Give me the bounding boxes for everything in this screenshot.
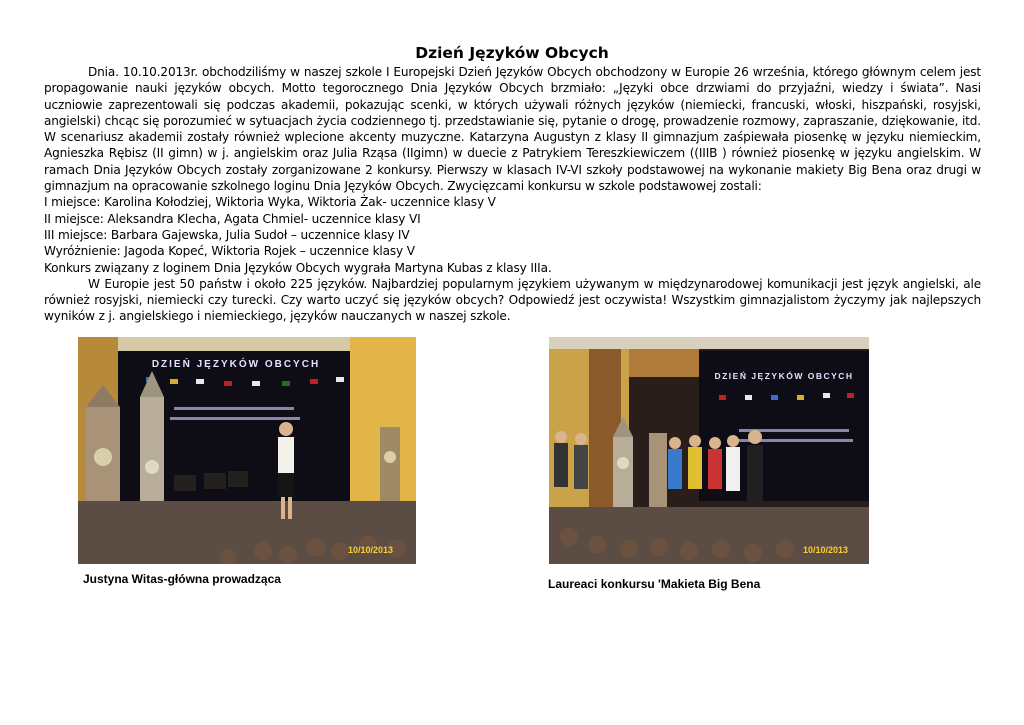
paragraph-closing: W Europie jest 50 państw i około 225 języków. Najbardziej popularnym językiem używanym w międzynarodowej komunikacji jest język angielski, ale również rosyjski, niemiecki czy turecki. Czy warto uczyć się języków obcych? Odpowiedź jest oczywista! Wszystkim gimnazjalistom życzymy jak najlepszych wyników z j. angielskiego i niemieckiego, języków nauczanych w naszej szkole. bbox=[44, 276, 981, 324]
document-title: Dzień Języków Obcych bbox=[415, 44, 609, 62]
banner-text: DZIEŃ JĘZYKÓW OBCYCH bbox=[151, 359, 321, 370]
paragraph-intro: Dnia. 10.10.2013r. obchodziliśmy w naszej szkole I Europejski Dzień Języków Obcych obchodzony w Europie 26 września, którego głównym celem jest propagowanie nauki języków obcych. Motto tegorocznego Dnia Języków Obcych brzmiało: „Języki obce drzwiami do przyjaźni, wiedzy i świata”. Nasi uczniowie zaprezentowali się podczas akademii, pokazując scenki, w których używali różnych języków (niemiecki, francuski, włoski, hiszpański, rosyjski, angielski) chcąc się porozumieć w sytuacjach życia codziennego tj. przedstawianie się, pytanie o drogę, prowadzenie rozmowy, zapraszanie, dziękowanie, itd. W scenariusz akademii zostały również wplecione akcenty muzyczne. Katarzyna Augustyn z klasy II gimnazjum zaśpiewała piosenkę w języku niemieckim, Agnieszka Rębisz (II gimn) w j. angielskim oraz Julia Rząsa (IIgimn) w duecie z Patrykiem Tereszkiewiczem ((IIIB ) również piosenkę w języku angielskim. W ramach Dnia Języków Obcych zostały zorganizowane 2 konkursy. Pierwszy w klasach IV-VI szkoły podstawowej na wykonanie makiety Big Bena oraz drugi w gimnazjum na opracowanie szkolnego loginu Dnia Języków Obcych. Zwycięzcami konkursu w szkole podstawowej zostali: bbox=[44, 65, 981, 194]
winner-line-4: Wyróżnienie: Jagoda Kopeć, Wiktoria Rojek – uczennice klasy V bbox=[44, 244, 415, 259]
photo-caption-1: Justyna Witas-główna prowadząca bbox=[83, 572, 281, 586]
photo-contest-winners bbox=[549, 337, 869, 564]
document-body bbox=[44, 64, 981, 325]
date-stamp: 10/10/2013 bbox=[348, 545, 394, 555]
banner-text: DZIEŃ JĘZYKÓW OBCYCH bbox=[714, 371, 854, 381]
photo-host-on-stage bbox=[78, 337, 416, 564]
winner-line-1: I miejsce: Karolina Kołodziej, Wiktoria Wyka, Wiktoria Żak- uczennice klasy V bbox=[44, 195, 496, 210]
winner-line-2: II miejsce: Aleksandra Klecha, Agata Chmiel- uczennice klasy VI bbox=[44, 211, 421, 226]
photo-caption-2: Laureaci konkursu 'Makieta Big Bena bbox=[548, 577, 761, 591]
login-contest-line: Konkurs związany z loginem Dnia Języków Obcych wygrała Martyna Kubas z klasy IIIa. bbox=[44, 260, 552, 275]
date-stamp: 10/10/2013 bbox=[803, 545, 849, 555]
winner-line-3: III miejsce: Barbara Gajewska, Julia Sudoł – uczennice klasy IV bbox=[44, 227, 410, 242]
